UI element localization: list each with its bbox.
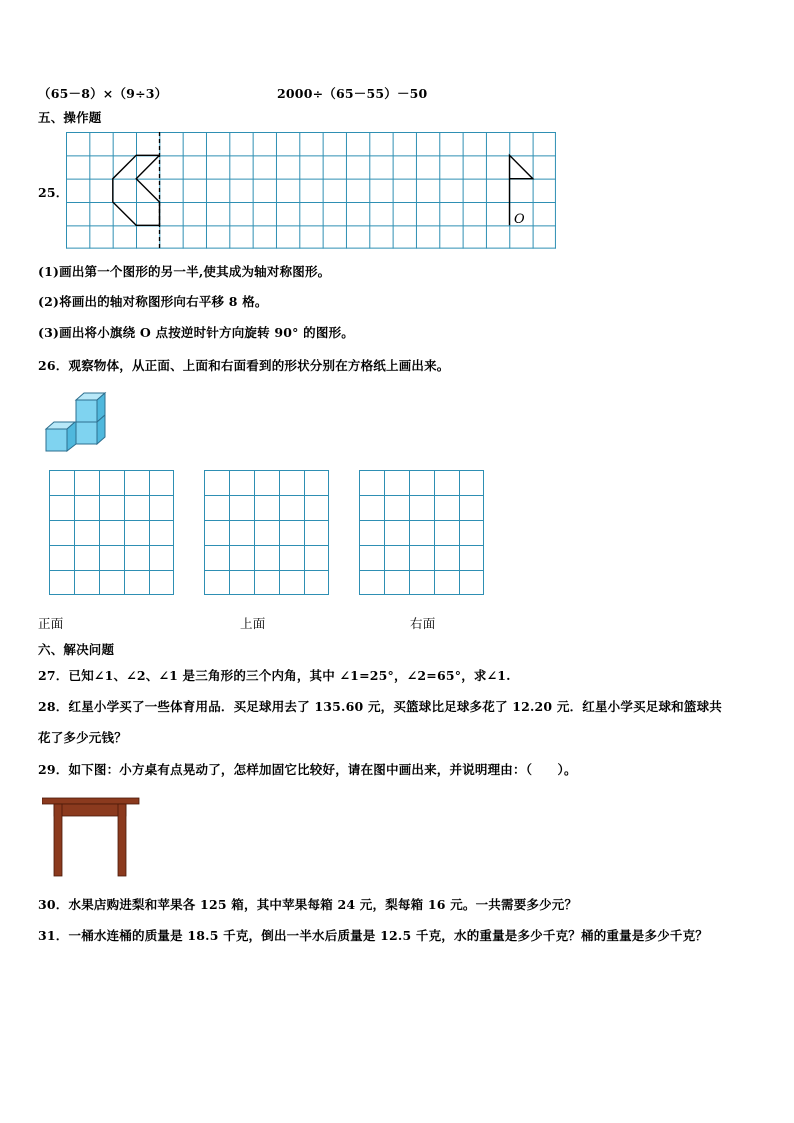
question-27: 27．已知∠1、∠2、∠1 是三角形的三个内角，其中 ∠1=25°，∠2=65°，求∠1.	[38, 668, 511, 683]
grid-q25	[66, 132, 558, 250]
question-29: 29．如下图：小方桌有点晃动了，怎样加固它比较好，请在图中画出来，并说明理由：（ ）。	[38, 762, 577, 777]
grid-top-view	[204, 470, 330, 596]
expression-1: （65－8）×（9÷3）	[38, 86, 168, 101]
question-28-line-1: 28．红星小学买了一些体育用品．买足球用去了 135.60 元，买篮球比足球多花了 12.20 元．红星小学买足球和篮球共	[38, 699, 722, 714]
label-top: 上面	[240, 616, 266, 631]
question-28-line-2: 花了多少元钱？	[38, 730, 127, 745]
label-front: 正面	[38, 616, 64, 631]
expression-2: 2000÷（65－55）－50	[277, 86, 428, 101]
label-right: 右面	[410, 616, 436, 631]
question-25-part-1: (1)画出第一个图形的另一半,使其成为轴对称图形。	[38, 264, 331, 279]
question-25-number: 25．	[38, 185, 69, 200]
question-26: 26．观察物体，从正面、上面和右面看到的形状分别在方格纸上画出来。	[38, 358, 450, 373]
section-6-heading: 六、解决问题	[38, 642, 115, 657]
question-30: 30．水果店购进梨和苹果各 125 箱，其中苹果每箱 24 元，梨每箱 16 元。一共需要多少元？	[38, 897, 578, 912]
table-illustration	[42, 796, 142, 878]
cube-stack-illustration	[44, 390, 108, 454]
question-25-part-3: (3)画出将小旗绕 O 点按逆时针方向旋转 90° 的图形。	[38, 325, 354, 340]
question-25-part-2: (2)将画出的轴对称图形向右平移 8 格。	[38, 294, 268, 309]
grid-right-view	[359, 470, 485, 596]
grid-front-view	[49, 470, 175, 596]
point-o-label: O	[514, 212, 525, 227]
question-31: 31．一桶水连桶的质量是 18.5 千克，倒出一半水后质量是 12.5 千克，水的重量是多少千克？桶的重量是多少千克？	[38, 928, 708, 943]
section-5-heading: 五、操作题	[38, 110, 102, 125]
